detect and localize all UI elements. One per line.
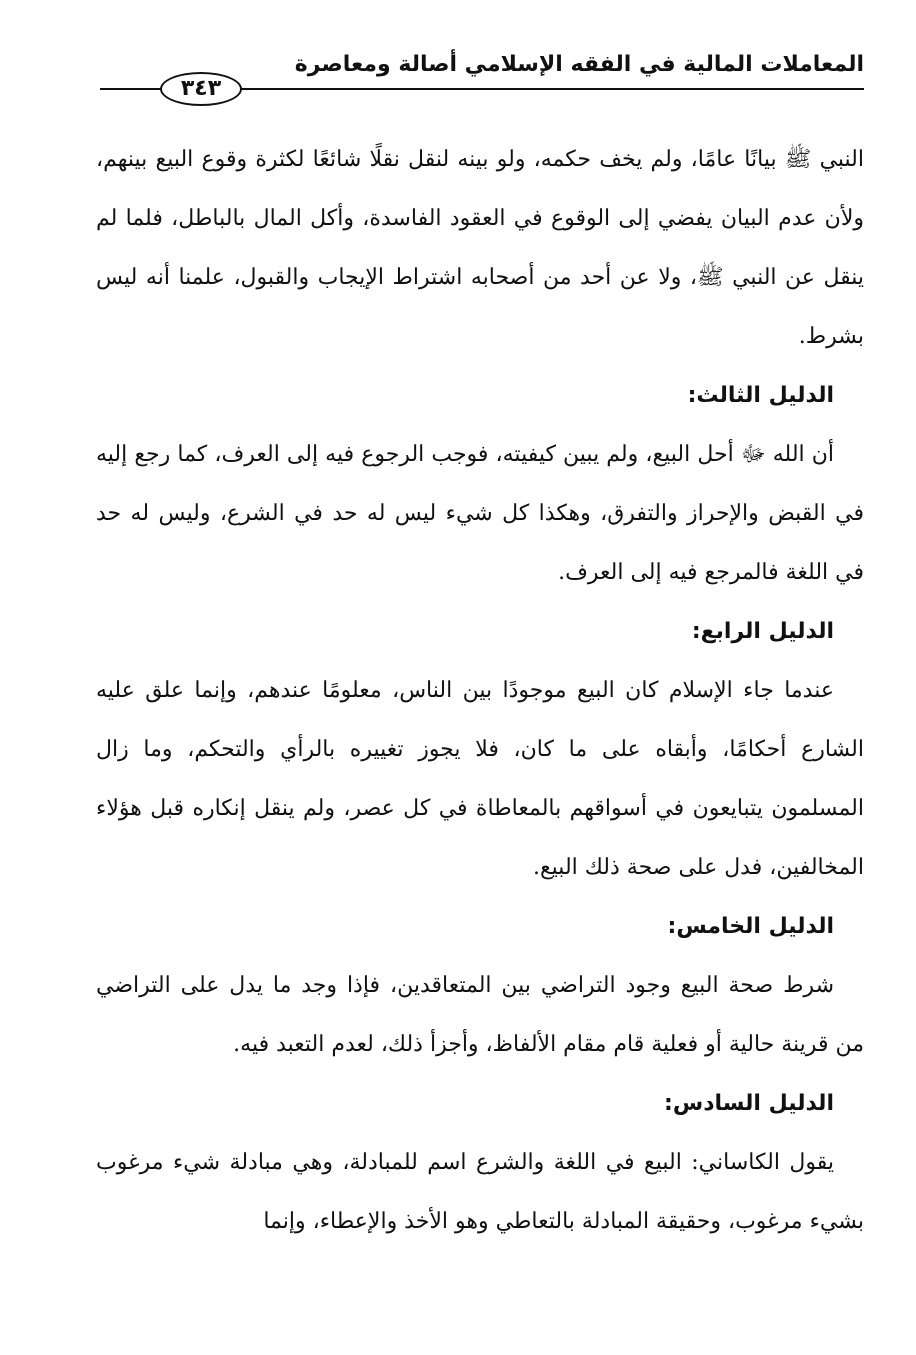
heading-sixth-evidence: الدليل السادس:: [664, 1091, 834, 1116]
running-header-title: المعاملات المالية في الفقه الإسلامي أصالة ومعاصرة: [294, 52, 864, 77]
paragraph-third-evidence: أن الله ﷻ أحل البيع، ولم يبين كيفيته، فوجب الرجوع فيه إلى العرف، كما رجع إليه في القبض والإحراز والتفرق، وهكذا كل شيء ليس له حد في الشرع، وليس له حد في اللغة فالمرجع فيه إلى العرف.: [96, 442, 864, 585]
paragraph-fifth-evidence: شرط صحة البيع وجود التراضي بين المتعاقدين، فإذا وجد ما يدل على التراضي من قرينة حالية أو فعلية قام مقام الألفاظ، وأجزأ ذلك، لعدم التعبد فيه.: [96, 973, 864, 1057]
heading-third-evidence: الدليل الثالث:: [687, 383, 834, 408]
page-number-badge: ٣٤٣: [160, 72, 242, 106]
heading-fourth-evidence: الدليل الرابع:: [691, 619, 834, 644]
paragraph-sixth-evidence: يقول الكاساني: البيع في اللغة والشرع اسم للمبادلة، وهي مبادلة شيء مرغوب بشيء مرغوب، وحقيقة المبادلة بالتعاطي وهو الأخذ والإعطاء، وإنما: [96, 1150, 864, 1234]
body-text: [96, 130, 864, 1251]
paragraph-continued: النبي ﷺ بيانًا عامًا، ولم يخف حكمه، ولو بينه لنقل نقلًا شائعًا لكثرة وقوع البيع بينهم، ولأن عدم البيان يفضي إلى الوقوع في العقود الفاسدة، وأكل المال بالباطل، فلما لم ينقل عن النبي ﷺ، ولا عن أحد من أصحابه اشتراط الإيجاب والقبول، علمنا أنه ليس بشرط.: [96, 147, 864, 349]
paragraph-fourth-evidence: عندما جاء الإسلام كان البيع موجودًا بين الناس، معلومًا عندهم، وإنما علق عليه الشارع أحكامًا، وأبقاه على ما كان، فلا يجوز تغييره بالرأي والتحكم، وما زال المسلمون يتبايعون في أسواقهم بالمعاطاة في كل عصر، ولم ينقل إنكاره قبل هؤلاء المخالفين، فدل على صحة ذلك البيع.: [96, 678, 864, 880]
heading-fifth-evidence: الدليل الخامس:: [667, 914, 834, 939]
